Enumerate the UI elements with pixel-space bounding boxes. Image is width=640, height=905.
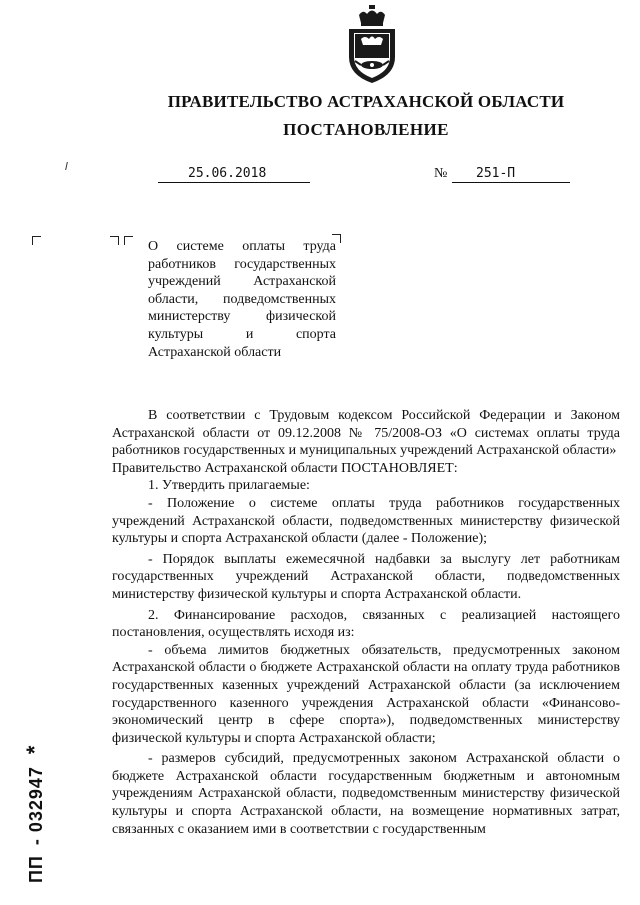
intro-paragraph: В соответствии с Трудовым кодексом Российской Федерации и Законом Астраханской области от 09.12.2008 № 75/2008-ОЗ «О системах оплаты труда работников государственных и муниципальных учреждений Астраханской области» xyxy=(112,408,620,459)
stamp-series: ПП xyxy=(26,855,46,883)
government-title: ПРАВИТЕЛЬСТВО АСТРАХАНСКОЙ ОБЛАСТИ xyxy=(167,92,565,111)
stamp-mark: * xyxy=(22,744,47,755)
clause-2-title: 2. Финансирование расходов, связанных с реализацией настоящего постановления, осуществлять исходя из: xyxy=(112,607,620,641)
stamp-number: - 032947 xyxy=(26,766,46,846)
document-date: 25.06.2018 xyxy=(188,166,267,181)
document-serial-stamp xyxy=(22,745,48,884)
clause-2-item-2: - размеров субсидий, предусмотренных законом Астраханской области о бюджете Астраханской области государственным бюджетным и автономным учреждениям Астраханской области, подведомственным министерству физической культуры и спорта Астраханской области, на возмещение нормативных затрат, связанных с оказанием ими в соответствии с государственным xyxy=(112,751,620,837)
clause-1-title: 1. Утвердить прилагаемые: xyxy=(148,478,310,494)
corner-bracket-left xyxy=(32,236,41,245)
document-number: 251-П xyxy=(476,166,516,181)
decree-paragraph: Правительство Астраханской области ПОСТАНОВЛЯЕТ: xyxy=(112,460,458,476)
document-subject: О системе оплаты труда работников государственных учреждений Астраханской области, подведомственных министерству физической культуры и спорта Астраханской области xyxy=(148,239,336,360)
corner-bracket-inner-right xyxy=(110,236,119,245)
number-label: № xyxy=(434,166,448,181)
corner-bracket-inner-left xyxy=(124,236,133,245)
date-field xyxy=(158,166,310,183)
clause-1-item-1: - Положение о системе оплаты труда работников государственных учреждений Астраханской области, подведомственных министерству физической культуры и спорта Астраханской области (далее - Положение); xyxy=(112,495,620,547)
document-body xyxy=(112,407,620,838)
astrakhan-coat-of-arms-icon xyxy=(345,5,399,85)
clause-1-item-2: - Порядок выплаты ежемесячной надбавки за выслугу лет работникам государственных учреждений Астраханской области, подведомственных министерству физической культуры и спорта Астраханской области. xyxy=(112,551,620,602)
document-type: ПОСТАНОВЛЕНИЕ xyxy=(283,120,449,139)
number-field xyxy=(452,166,570,183)
scan-mark xyxy=(65,162,71,170)
clause-2-item-1: - объема лимитов бюджетных обязательств, предусмотренных законом Астраханской области о бюджете Астраханской области на оплату труда работников государственных казенных учреждений Астраханской области (за исключением государственного казенного учреждения Астраханской области «Финансово-экономический центр в сфере спорта»), подведомственных министерству физической культуры и спорта Астраханской области; xyxy=(112,642,620,746)
